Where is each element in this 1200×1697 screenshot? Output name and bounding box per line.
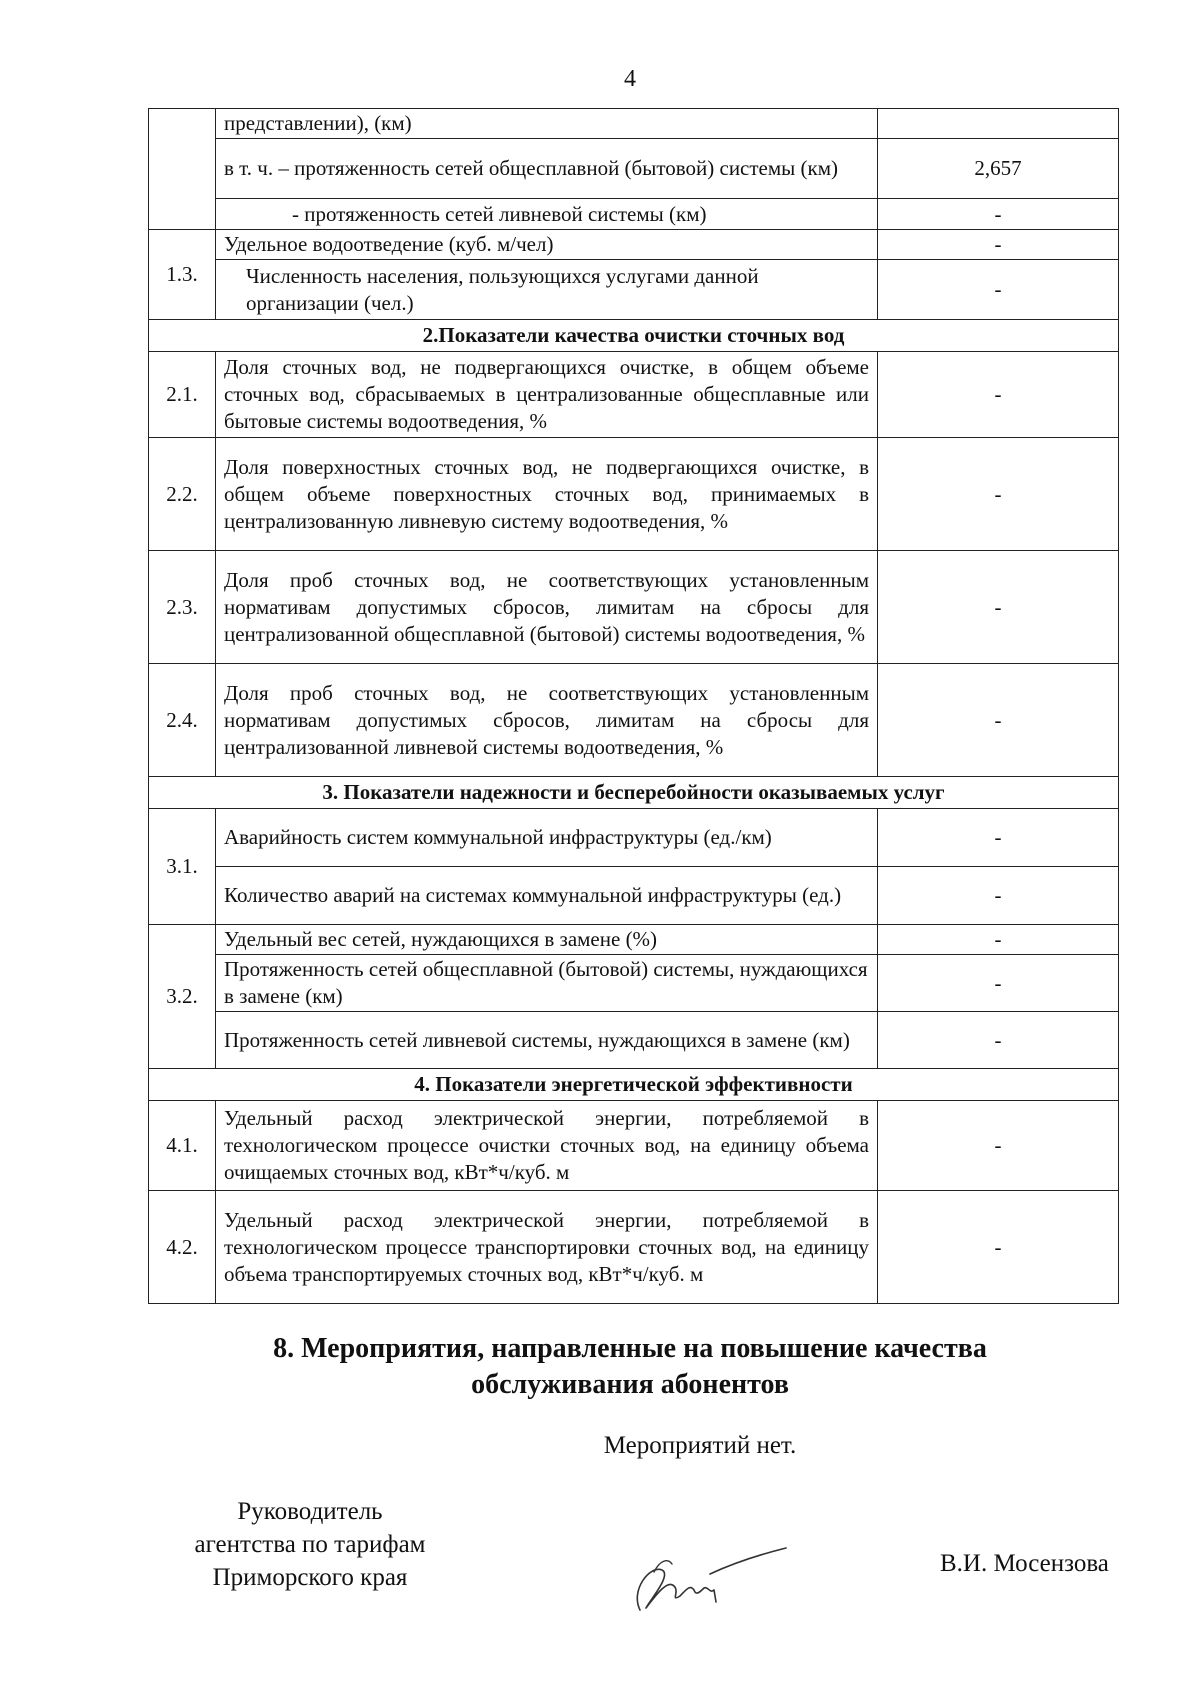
indicator-value: - (878, 260, 1119, 320)
indicator-value: - (878, 551, 1119, 664)
table-row (149, 955, 1119, 1012)
indicator-value: - (878, 809, 1119, 867)
row-number: 4.1. (149, 1101, 216, 1191)
indicator-description: - протяженность сетей ливневой системы (км) (216, 199, 878, 230)
indicator-description: в т. ч. – протяженность сетей общесплавной (бытовой) системы (км) (216, 139, 878, 199)
table-row (149, 1012, 1119, 1069)
indicator-description: представлении), (км) (216, 109, 878, 139)
indicator-description: Протяженность сетей общесплавной (бытовой) системы, нуждающихся в замене (км) (216, 955, 878, 1012)
row-number: 3.1. (149, 809, 216, 925)
row-number: 2.4. (149, 664, 216, 777)
indicator-description: Удельный расход электрической энергии, потребляемой в технологическом процессе транспортировки сточных вод, на единицу объема транспортируемых сточных вод, кВт*ч/куб. м (216, 1191, 878, 1304)
table-row (149, 260, 1119, 320)
indicator-value: - (878, 1101, 1119, 1191)
indicator-value: - (878, 438, 1119, 551)
handwritten-signature (610, 1530, 790, 1620)
table-row (149, 438, 1119, 551)
section-header-row (149, 1069, 1119, 1101)
indicator-value: - (878, 352, 1119, 438)
indicator-value: - (878, 955, 1119, 1012)
indicator-description: Протяженность сетей ливневой системы, нуждающихся в замене (км) (216, 1012, 878, 1069)
table-row (149, 352, 1119, 438)
page-number: 4 (624, 66, 636, 92)
section-8-body: Мероприятий нет. (603, 1432, 797, 1459)
table-row (149, 1101, 1119, 1191)
indicator-value: - (878, 1191, 1119, 1304)
section-8-heading (180, 1331, 1080, 1403)
indicator-description: Удельный расход электрической энергии, потребляемой в технологическом процессе очистки сточных вод, на единицу объема очищаемых сточных вод, кВт*ч/куб. м (216, 1101, 878, 1191)
table-row (149, 199, 1119, 230)
table-row (149, 139, 1119, 199)
indicator-value: - (878, 664, 1119, 777)
indicator-value: - (878, 230, 1119, 260)
table-row (149, 1191, 1119, 1304)
row-number: 3.2. (149, 925, 216, 1069)
section-8-heading-line-2: обслуживания абонентов (471, 1369, 789, 1400)
signer-name: В.И. Мосензова (940, 1550, 1109, 1577)
indicator-description: Удельное водоотведение (куб. м/чел) (216, 230, 878, 260)
section-title: 2.Показатели качества очистки сточных вод (149, 320, 1119, 352)
row-number: 1.3. (149, 230, 216, 320)
section-8-heading-line-1: 8. Мероприятия, направленные на повышение качества (273, 1333, 987, 1364)
row-number: 2.2. (149, 438, 216, 551)
row-number: 2.3. (149, 551, 216, 664)
signatory-position-line-3: Приморского края (212, 1564, 408, 1591)
section-title: 3. Показатели надежности и бесперебойности оказываемых услуг (149, 777, 1119, 809)
indicator-description: Аварийность систем коммунальной инфраструктуры (ед./км) (216, 809, 878, 867)
table-row (149, 664, 1119, 777)
indicator-description: Доля проб сточных вод, не соответствующих установленным нормативам допустимых сбросов, лимитам на сбросы для централизованной ливневой системы водоотведения, % (216, 664, 878, 777)
table-row (149, 867, 1119, 925)
indicator-value (878, 109, 1119, 139)
row-number: 2.1. (149, 352, 216, 438)
table-row (149, 109, 1119, 139)
signatory-position-line-1: Руководитель (237, 1498, 383, 1525)
indicator-value: - (878, 925, 1119, 955)
section-header-row (149, 777, 1119, 809)
signatory-position (150, 1495, 470, 1594)
section-title: 4. Показатели энергетической эффективности (149, 1069, 1119, 1101)
indicators-table (148, 108, 1119, 1304)
table-row (149, 230, 1119, 260)
table-row (149, 925, 1119, 955)
indicator-description: Численность населения, пользующихся услугами данной организации (чел.) (216, 260, 878, 320)
table-row (149, 809, 1119, 867)
row-number-cell (149, 109, 216, 230)
indicator-value: - (878, 199, 1119, 230)
indicator-value: - (878, 1012, 1119, 1069)
indicator-description: Количество аварий на системах коммунальной инфраструктуры (ед.) (216, 867, 878, 925)
indicator-description: Доля поверхностных сточных вод, не подвергающихся очистке, в общем объеме поверхностных сточных вод, принимаемых в централизованную ливневую систему водоотведения, % (216, 438, 878, 551)
row-number: 4.2. (149, 1191, 216, 1304)
section-header-row (149, 320, 1119, 352)
indicator-value: 2,657 (878, 139, 1119, 199)
indicator-description: Доля проб сточных вод, не соответствующих установленным нормативам допустимых сбросов, лимитам на сбросы для централизованной общесплавной (бытовой) системы водоотведения, % (216, 551, 878, 664)
indicator-description: Доля сточных вод, не подвергающихся очистке, в общем объеме сточных вод, сбрасываемых в централизованные общесплавные или бытовые системы водоотведения, % (216, 352, 878, 438)
signatory-position-line-2: агентства по тарифам (194, 1531, 426, 1558)
indicator-value: - (878, 867, 1119, 925)
indicator-description: Удельный вес сетей, нуждающихся в замене (%) (216, 925, 878, 955)
table-row (149, 551, 1119, 664)
